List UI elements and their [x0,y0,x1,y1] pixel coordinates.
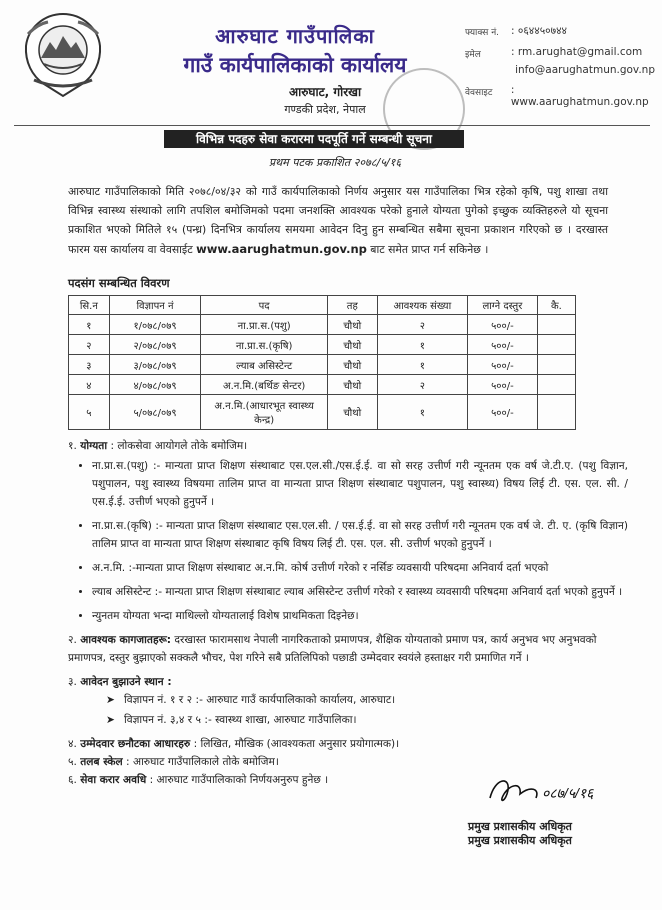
email-label: इमेल [465,50,481,60]
item-salary-scale: ५. तलब स्केल : आरुघाट गाउँपालिकाले तोके बमोजिम। [68,756,279,768]
fax-value: : ०६४४५०७४४ [511,25,568,37]
item-submission-place: ३. आवेदन बुझाउने स्थान : [68,676,172,688]
list-item: • अ.न.मि. :-मान्यता प्राप्त शिक्षण संस्थाबाट अ.न.मि. कोर्ष उत्तीर्ण गरेको र नर्सिङ व्यवसायी परिषदमा अनिवार्य दर्ता भएको [92,559,628,577]
table-row: ४ ४/०७८/०७९ अ.न.मि.(बर्थिङ सेन्टर) चौथो २ ५००/- [69,375,576,395]
intro-end: बाट समेत प्राप्त गर्न सकिनेछ । [366,242,489,256]
submission-place-2: ➤ विज्ञापन नं. ३,४ र ५ :- स्वास्थ्य शाखा, आरुघाट गाउँपालिका। [68,711,628,729]
item-documents: २. आवश्यक कागजातहरू: दरखास्त फारामसाथ नेपाली नागरिकताको प्रमाणपत्र, शैक्षिक योग्यताको प्रमाण पत्र, कार्य अनुभव भए अनुभवको प्रमाणपत्र, दस्तुर बुझाएको सक्कलै भौचर, पेश गरिने सबै प्रतिलिपिको पछाडी उम्मेदवार स्वयंले हस्ताक्षर गरी प्रमाणित गर्ने । [68,634,597,664]
table-title: पदसंग सम्बन्धित विवरण [68,276,170,290]
arrow-icon: ➤ [106,694,115,706]
col-level: तह [327,296,377,315]
col-ad-no: विज्ञापन नं [109,296,201,315]
signatory-title: प्रमुख प्रशासकीय अधिकृत प्रमुख प्रशासकीय अधिकृत [468,820,572,847]
list-item: • ना.प्रा.स.(पशु) :- मान्यता प्राप्त शिक्षण संस्थाबाट एस.एल.सी./एस.ई.ई. वा सो सरह उत्तीर्ण गरी न्यूनतम एक वर्ष जे.टी.ए. (पशु विज्ञान, पशुपालन, पशु स्वास्थ्य विषयमा तालिम प्राप्त वा मान्यता प्राप्त शिक्षण संस्थाबाट पशुपालन, पशु स्वास्थ्य) विषय लिई टी. एस. एल. सी. / एस.ई.ई. उत्तीर्ण भएको हुनुपर्ने । [92,457,628,511]
list-item: • ल्याब असिस्टेन्ट :- मान्यता प्राप्त शिक्षण संस्थाबाट ल्याब असिस्टेन्ट उत्तीर्ण गरेको र स्वास्थ्य व्यवसायी परिषदमा अनिवार्य दर्ता भएको हुनुपर्ने । [92,583,628,601]
publish-date: प्रथम पटक प्रकाशित २०७८/५/१६ [268,156,402,169]
intro-website: www.aarughatmun.gov.np [196,241,367,256]
signature-icon [470,768,620,816]
item-contract-period: ६. सेवा करार अवधि : आरुघाट गाउँपालिकाको निर्णयअनुरुप हुनेछ । [68,774,329,786]
submission-place-1: ➤ विज्ञापन नं. १ र २ :- आरुघाट गाउँ कार्यपालिकाको कार्यालय, आरुघाट। [68,691,628,709]
col-post: पद [201,296,328,315]
table-row: २ २/०७८/०७९ ना.प्रा.स.(कृषि) चौथो १ ५००/- [69,335,576,355]
website-label: वेवसाइट [465,88,493,98]
header-divider [14,125,650,126]
signature-date: ०८७/५/१६ [542,785,594,801]
col-count: आवश्यक संख्या [377,296,467,315]
arrow-icon: ➤ [106,714,115,726]
fax-label: फ्याक्स नं. [465,28,500,38]
qualification-list [68,457,628,625]
item-qualification: १. योग्यता : लोकसेवा आयोगले तोके बमोजिम। [68,440,248,452]
notice-items [68,437,628,789]
office-address: आरुघाट, गोरखा [288,85,362,99]
email-value-2: info@aarughatmun.gov.np [515,64,655,76]
table-row: १ १/०७८/०७९ ना.प्रा.स.(पशु) चौथो २ ५००/- [69,315,576,335]
email-value: : rm.arughat@gmail.com [511,46,643,58]
office-name: गाउँ कार्यपालिकाको कार्यालय [183,53,407,77]
col-remarks: कै. [537,296,575,315]
item-selection-basis: ४. उम्मेदवार छनौटका आधारहरु : लिखित, मौखिक (आवश्यकता अनुसार प्रयोगात्मक)। [68,738,400,750]
posts-table [68,295,576,430]
office-province: गण्डकी प्रदेश, नेपाल [284,103,366,116]
intro-text: आरुघाट गाउँपालिकाको मिति २०७८/०४/३२ को गाउँ कार्यपालिकाको निर्णय अनुसार यस गाउँपालिका भित्र रहेको कृषि, पशु शाखा तथा विभिन्न स्वास्थ्य संस्थाको लागि तपशिल बमोजिमको पदमा जनशक्ति आवश्यक परेको हुनाले योग्यता पुगेको इच्छुक व्यक्तिहरुले यो सूचना प्रकाशित भएको मितिले १५ (पन्ध्र) दिनभित्र कार्यालय समयमा आवेदन दिनु हुन सम्बन्धित सबैमा सूचना प्रकाशन गरिएको छ । दरखास्त फारम यस कार्यालय वा वेवसाईट [68,185,608,256]
municipality-name: आरुघाट गाउँपालिका [215,24,375,48]
table-row: ५ ५/०७८/०७९ अ.न.मि.(आधारभूत स्वास्थ्य केन्द्र) चौथो १ ५००/- [69,395,576,430]
col-fee: लाग्ने दस्तुर [468,296,538,315]
contact-block [465,24,655,116]
notice-intro [68,182,608,259]
website-value: : www.aarughatmun.gov.np [510,84,649,108]
table-row: ३ ३/०७८/०७९ ल्याब असिस्टेन्ट चौथो १ ५००/- [69,355,576,375]
list-item: • ना.प्रा.स.(कृषि) :- मान्यता प्राप्त शिक्षण संस्थाबाट एस.एल.सी. / एस.ई.ई. वा सो सरह उत्तीर्ण गरी न्यूनतम एक वर्ष जे. टी. ए. (कृषि विज्ञान) तालिम प्राप्त वा मान्यता प्राप्त शिक्षण संस्थाबाट कृषि विषय लिई टी. एस. एल. सी. उत्तीर्ण भएको हुनुपर्ने । [92,517,628,553]
col-sn: सि.न [69,296,110,315]
list-item: • न्युनतम योग्यता भन्दा माथिल्लो योग्यतालाई विशेष प्राथमिकता दिइनेछ। [92,607,628,625]
notice-title: विभिन्न पदहरु सेवा करारमा पदपूर्ति गर्ने सम्बन्धी सूचना [164,130,464,148]
municipality-emblem-icon [14,10,112,102]
